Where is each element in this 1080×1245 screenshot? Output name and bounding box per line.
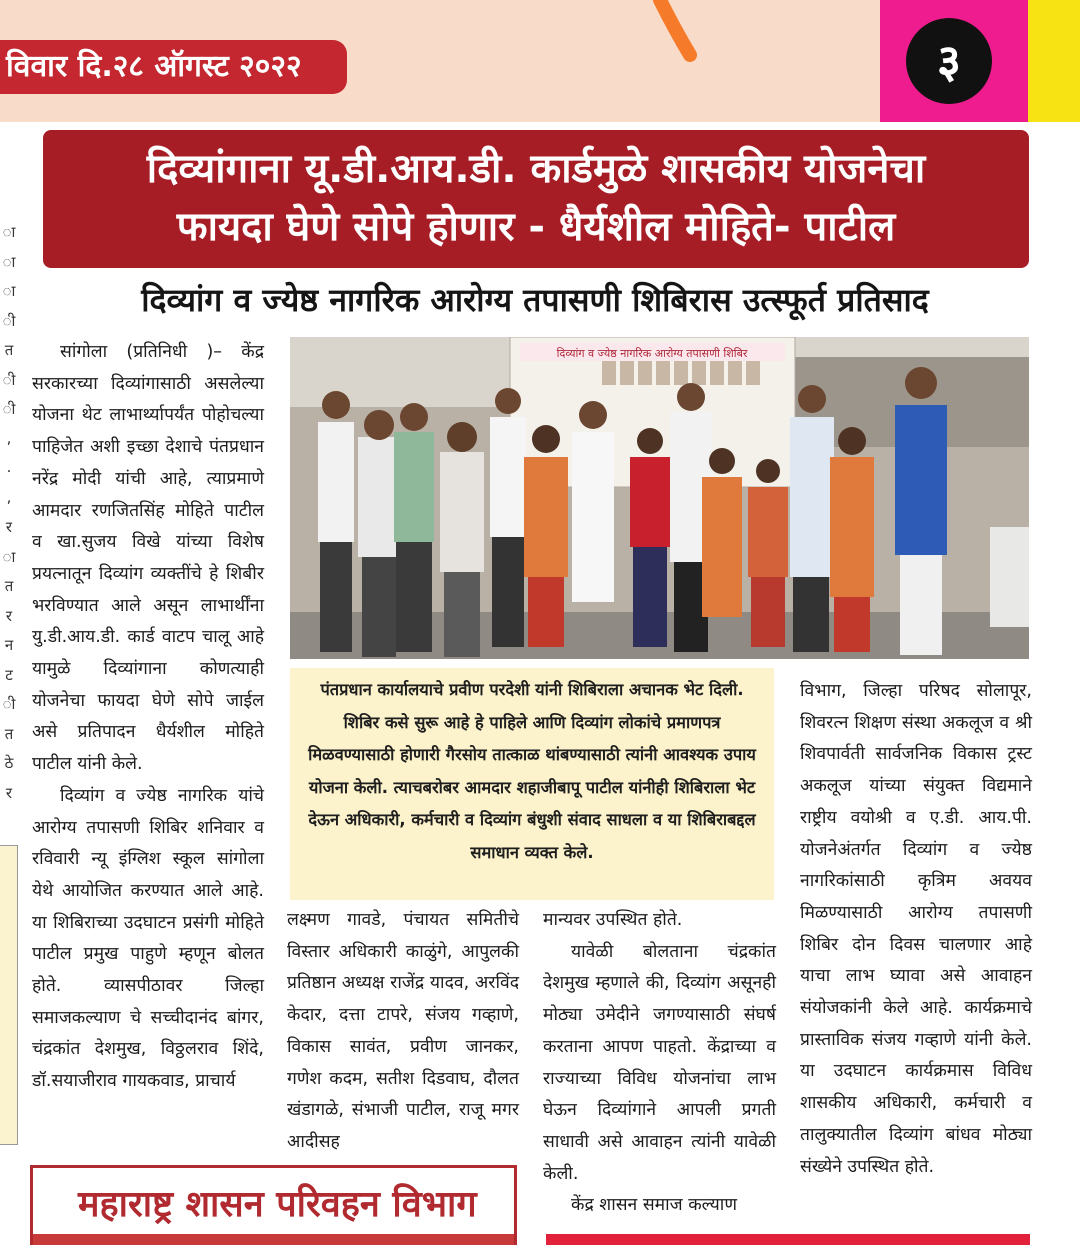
strip-character: त: [4, 341, 14, 359]
issue-date: विवार दि.२८ ऑगस्ट २०२२: [0, 40, 347, 94]
article-column-2: [287, 905, 519, 1159]
article-column-1: [32, 337, 264, 1098]
adjacent-box-strip: [0, 845, 18, 1145]
highlight-box: पंतप्रधान कार्यालयाचे प्रवीण परदेशी यांनी शिबिराला अचानक भेट दिली. शिबिर कसे सुरू आहे हे पाहिले आणि दिव्यांग लोकांचे प्रमाणपत्र मिळवण्यासाठी होणारी गैरसोय तात्काळ थांबण्यासाठी त्यांनी आवश्यक उपाय योजना केली. त्याचबरोबर आमदार शहाजीबापू पाटील यांनीही शिबिराला भेट देऊन अधिकारी, कर्मचारी व दिव्यांग बंधुशी संवाद साधला व या शिबिराबद्दल समाधान व्यक्त केले.: [290, 668, 774, 900]
article-paragraph: सांगोला (प्रतिनिधी )– केंद्र सरकारच्या दिव्यांगासाठी असलेल्या योजना थेट लाभार्थ्यापर्यंत पोहोचल्या पाहिजेत अशी इच्छा देशाचे पंतप्रधान नरेंद्र मोदी यांची आहे, त्याप्रमाणे आमदार रणजितसिंह मोहिते पाटील व खा.सुजय विखे यांच्या विशेष प्रयत्नातून दिव्यांग व्यक्तींचे हे शिबीर भरविण्यात आले असून लाभार्थींना यु.डी.आय.डी. कार्ड वाटप चालू आहे यामुळे दिव्यांगाना कोणत्याही योजनेचा फायदा घेणे सोपे जाईल असे प्रतिपादन धैर्यशील मोहिते पाटील यांनी केले.: [32, 342, 264, 775]
subheadline: दिव्यांग व ज्येष्ठ नागरिक आरोग्य तपासणी शिबिरास उत्स्फूर्त प्रतिसाद: [141, 281, 929, 319]
event-photo: [290, 337, 1029, 659]
article-column-4: [800, 676, 1032, 1183]
strip-character: र: [5, 783, 13, 802]
strip-character: ा: [2, 252, 16, 271]
strip-character: ी: [2, 695, 16, 713]
strip-character: ी: [2, 400, 16, 418]
strip-character: र: [5, 606, 13, 625]
article-column-3: [543, 905, 776, 1222]
strip-character: ,: [6, 428, 12, 447]
article-paragraph: यावेळी बोलताना चंद्रकांत देशमुख म्हणाले की, दिव्यांग असूनही मोठ्या उमेदीने जगण्यासाठी संघर्ष करताना आपण पाहतो. केंद्राच्या व राज्याच्या विविध योजनांचा लाभ घेऊन दिव्यांगाने आपली प्रगती साधावी असे आवाहन त्यांनी यावेळी केली.: [543, 941, 776, 1184]
strip-character: .: [6, 458, 12, 476]
article-paragraph: केंद्र शासन समाज कल्याण: [571, 1195, 737, 1216]
advert-title: महाराष्ट्र शासन परिवहन विभाग: [78, 1184, 477, 1225]
advert-red-bar: [33, 1234, 514, 1245]
strip-character: ी: [2, 370, 16, 389]
strip-character: ा: [2, 547, 16, 566]
event-photo-illustration: [290, 337, 1029, 659]
strip-character: त: [4, 724, 14, 743]
article-paragraph: दिव्यांग व ज्येष्ठ नागरिक यांचे आरोग्य तपासणी शिबिर शनिवार व रविवारी न्यू इंग्लिश स्कूल सांगोला येथे आयोजित करण्यात आले आहे. या शिबिराच्या उदघाटन प्रसंगी मोहिते पाटील प्रमुख पाहुणे म्हणून बोलत होते. व्यासपीठावर जिल्हा समाजकल्याण चे सच्चीदानंद बांगर, चंद्रकांत देशमुख, विठ्ठलराव शिंदे, डॉ.सयाजीराव गायकवाड, प्राचार्य: [32, 785, 264, 1092]
decorative-swoosh: [640, 0, 700, 70]
strip-character: ट: [5, 665, 13, 684]
photo-banner-text: दिव्यांग व ज्येष्ठ नागरिक आरोग्य तपासणी शिबिर: [556, 347, 748, 360]
article-paragraph: मान्यवर उपस्थित होते.: [543, 910, 683, 930]
strip-character: र: [5, 518, 13, 536]
strip-character: ठे: [4, 754, 14, 772]
strip-character: त: [4, 577, 14, 595]
strip-character: ी: [2, 311, 16, 330]
article-paragraph: लक्ष्मण गावडे, पंचायत समितीचे विस्तार अधिकारी काळुंगे, आपुलकी प्रतिष्ठान अध्यक्ष राजेंद्र यादव, अरविंद केदार, दत्ता टापरे, संजय गव्हाणे, विकास सावंत, प्रवीण जानकर, गणेश कदम, सतीश दिडवाघ, दौलत खंडागळे, संभाजी पाटील, राजू मगर आदीसह: [287, 910, 519, 1152]
strip-character: न: [4, 636, 14, 654]
strip-character: ा: [2, 223, 16, 241]
bottom-red-bar: [546, 1234, 1030, 1245]
header-yellow-bar: [1028, 0, 1080, 122]
strip-character: ,: [6, 487, 12, 506]
headline-line-1: दिव्यांगाना यू.डी.आय.डी. कार्डमुळे शासकीय योजनेचा: [146, 146, 926, 192]
article-paragraph: विभाग, जिल्हा परिषद सोलापूर, शिवरत्न शिक्षण संस्था अकलूज व श्री शिवपार्वती सार्वजनिक विकास ट्रस्ट अकलूज यांच्या संयुक्त विद्यमाने राष्ट्रीय वयोश्री व ए.डी. आय.पी. योजनेअंतर्गत दिव्यांग व ज्येष्ठ नागरिकांसाठी कृत्रिम अवयव मिळण्यासाठी आरोग्य तपासणी शिबिर दोन दिवस चालणार आहे याचा लाभ घ्यावा असे आवाहन संयोजकांनी केले आहे. कार्यक्रमाचे प्रास्ताविक संजय गव्हाणे यांनी केले. या उदघाटन कार्यक्रमास विविध शासकीय अधिकारी, कर्मचारी व तालुक्यातील दिव्यांग बांधव मोठ्या संख्येने उपस्थित होते.: [800, 681, 1032, 1177]
headline: [43, 130, 1029, 268]
headline-line-2: फायदा घेणे सोपे होणार - धैर्यशील मोहिते- पाटील: [176, 204, 896, 250]
strip-character: ा: [2, 282, 16, 300]
page-number: ३: [906, 18, 992, 104]
